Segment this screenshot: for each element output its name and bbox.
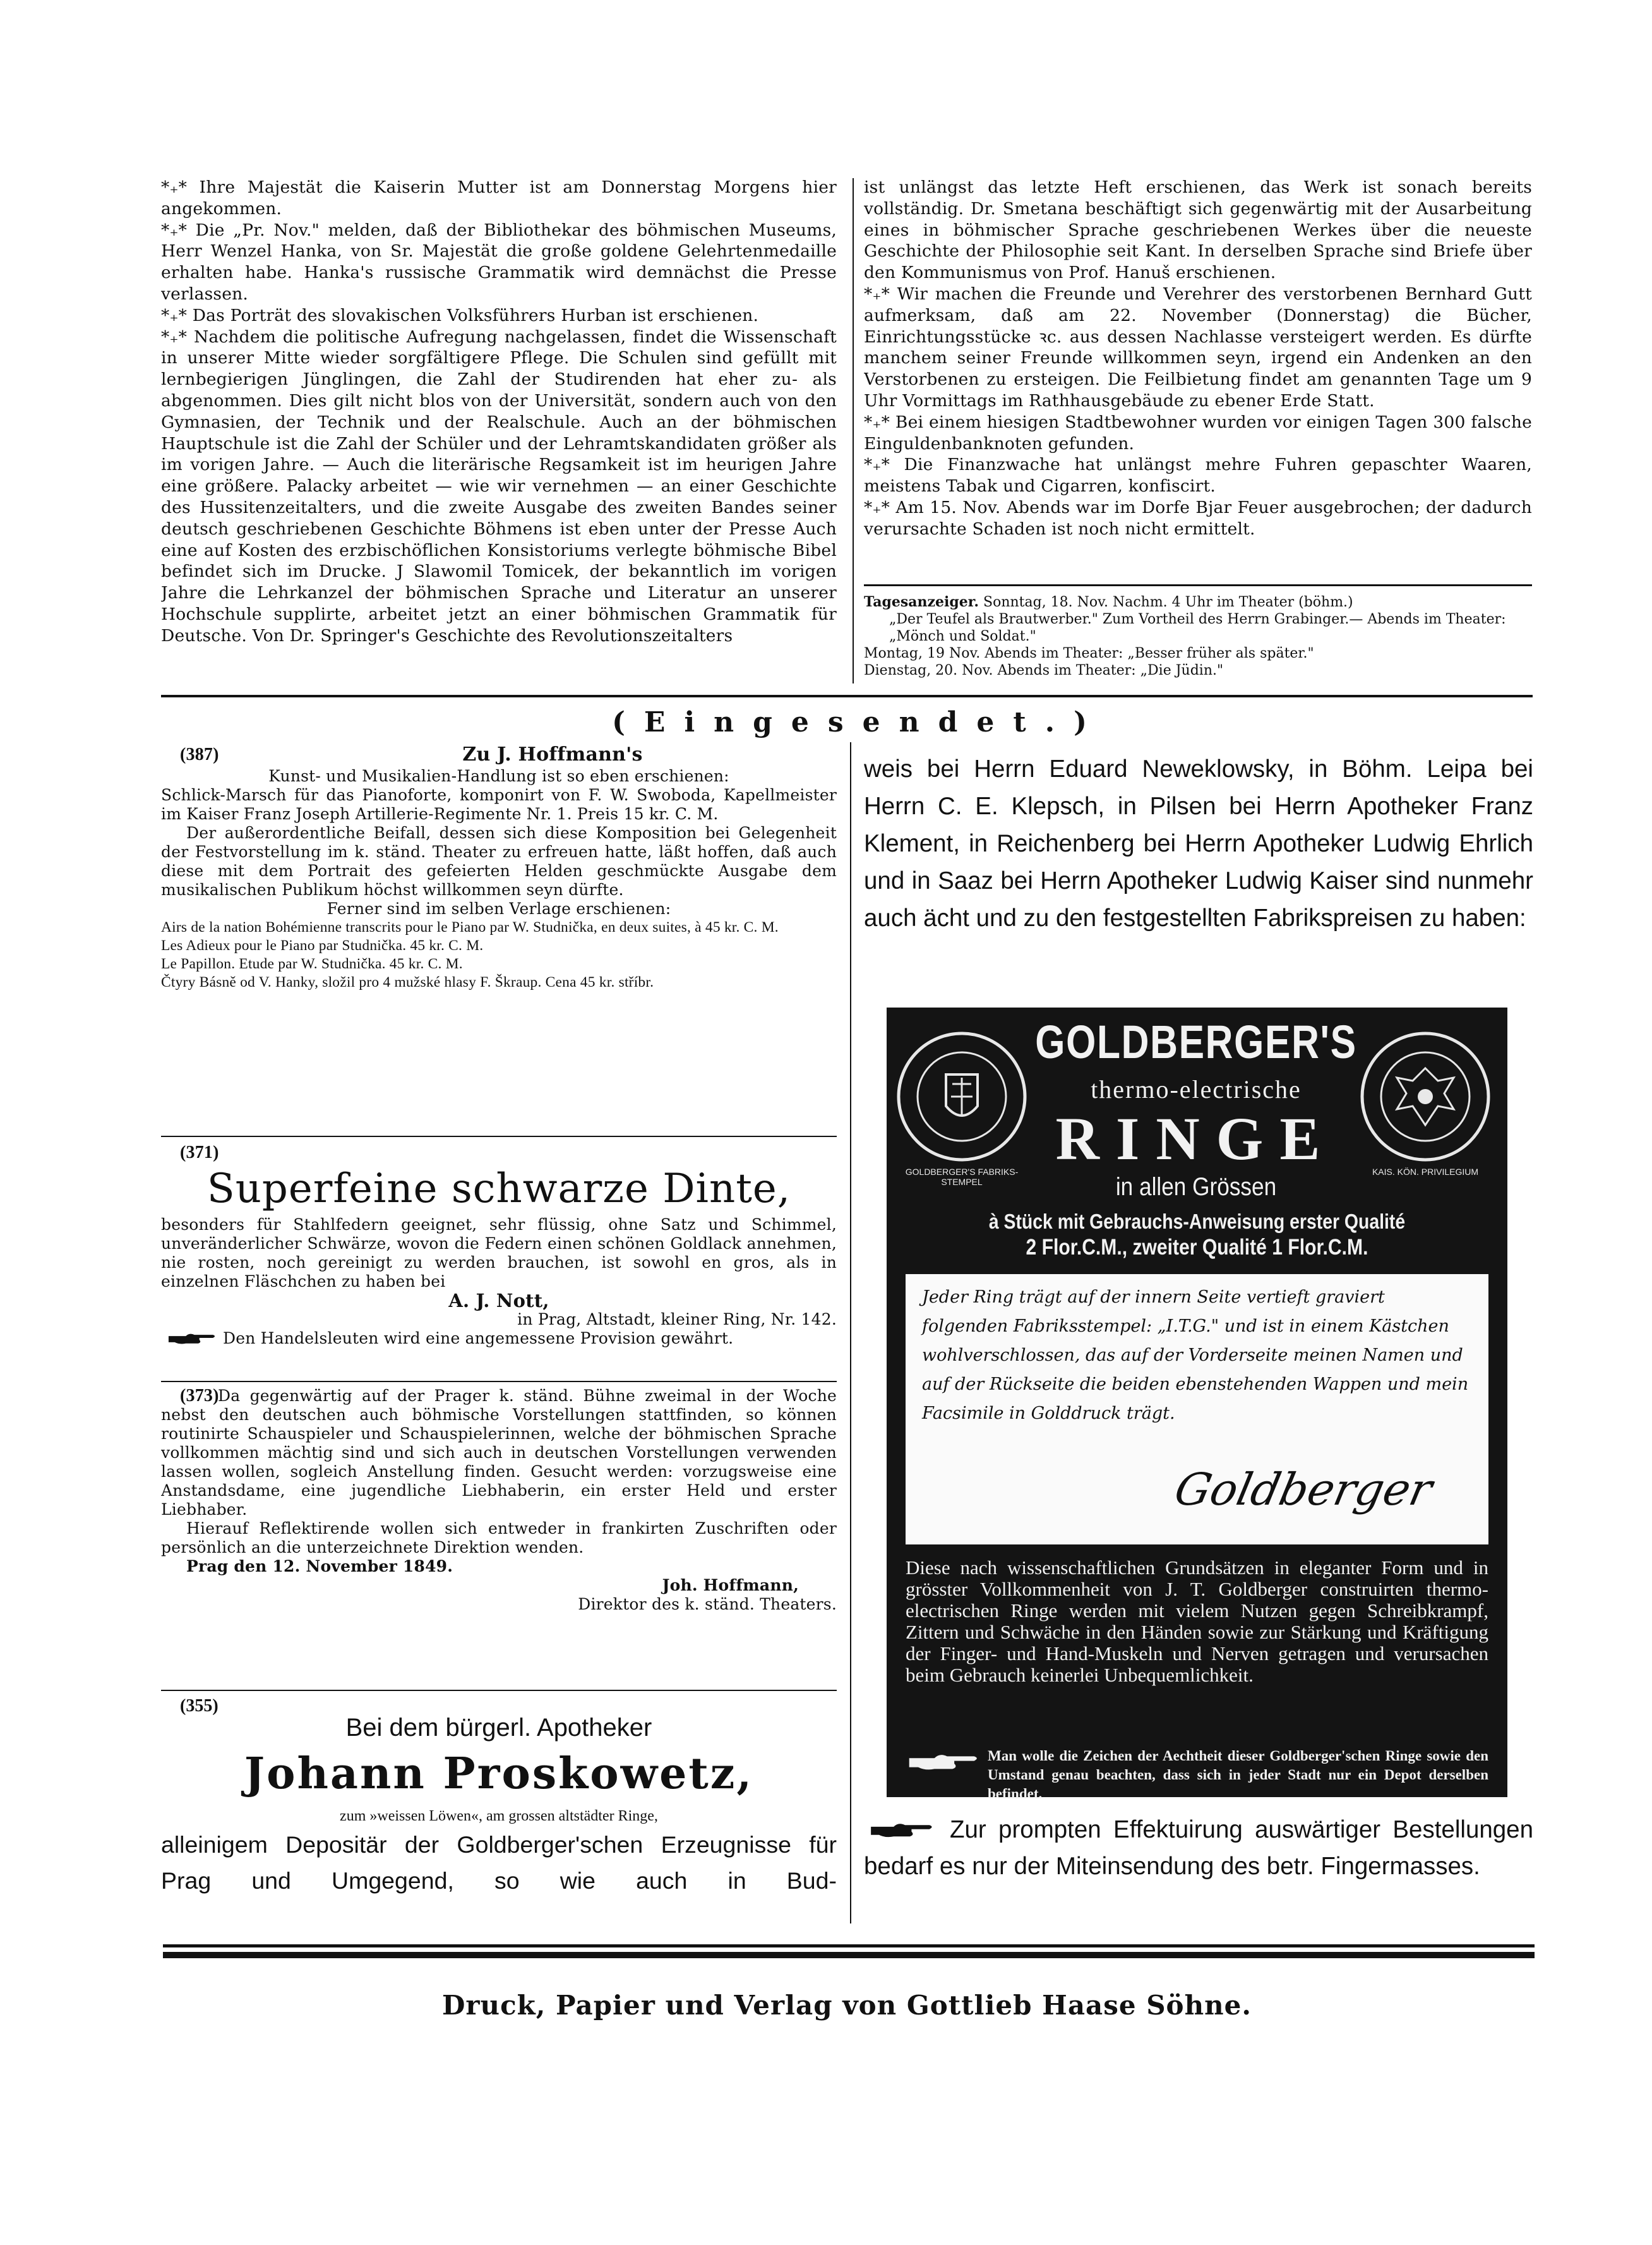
ad-list (161, 918, 837, 992)
pointing-hand-icon (906, 1749, 981, 1774)
tagesanzeiger (864, 594, 1532, 685)
ad-heading: Zu J. Hoffmann's (462, 745, 643, 766)
goldberger-advert (887, 1008, 1507, 1802)
ad-rule (161, 1381, 837, 1382)
goldberger-title: GOLDBERGER'S (1035, 1016, 1357, 1068)
goldberger-script: Jeder Ring trägt auf der innern Seite vertieft graviert folgenden Fabriksstempel: „I.T.G." und ist in einem Kästchen wohlverschlossen, das auf der Vorderseite meinen Namen und auf der Rückseite die beiden ebenstehenden Wappen und mein Facsimile in Golddruck trägt. (922, 1287, 1469, 1423)
footer-imprint: Druck, Papier und Verlag von Gottlieb Haase Söhne. (441, 1990, 1252, 2021)
tagesanzeiger-label: Tagesanzeiger. (864, 594, 979, 610)
goldberger-warning (906, 1747, 1488, 1802)
ad-number: (371) (180, 1143, 219, 1162)
goldberger-signature: Goldberger (1170, 1464, 1437, 1515)
tagesanzeiger-line: „Der Teufel als Brautwerber." Zum Vortheil des Herrn Grabinger.— Abends im Theater: „Mönch und Soldat." (889, 611, 1506, 644)
news-item: *₊* Wir machen die Freunde und Verehrer des verstorbenen Bernhard Gutt aufmerksam, daß am 22. November (Donnerstag) die Bücher, Einrichtungsstücke ꝛc. aus dessen Nachlasse versteigert werden. Es dürfte manchem seiner Freunde willkommen seyn, irgend ein Andenken an den Verstorbenen zu ersteigen. Die Feilbietung findet am genannten Tage um 9 Uhr Vormittags im Rathhausgebäude zu ebener Erde Statt. (864, 284, 1532, 411)
goldberger-sizes: in allen Grössen (1115, 1173, 1277, 1201)
prompt-note-text: Zur prompten Effektuirung auswärtiger Bestellungen bedarf es nur der Miteinsendung des betr. Fingermasses. (864, 1816, 1533, 1880)
ad-role: Direktor des k. ständ. Theaters. (578, 1595, 837, 1613)
goldberger-warning-text: Man wolle die Zeichen der Aechtheit dieser Goldberger'schen Ringe sowie den Umstand genau beachten, dass sich in jeder Stadt nur ein Depot derselben befindet. (988, 1748, 1488, 1802)
ad-number: (373) (180, 1387, 219, 1405)
news-item: *₊* Das Porträt des slovakischen Volksführers Hurban ist erschienen. (161, 305, 759, 325)
ad-list-item: Airs de la nation Bohémienne transcrits pour le Piano par W. Studnička, en deux suites, à 45 kr. C. M. (161, 919, 779, 936)
ad-note: Den Handelsleuten wird eine angemessene Provision gewährt. (223, 1329, 734, 1347)
ad-line: Schlick-Marsch für das Pianoforte, komponirt von F. W. Swoboda, Kapellmeister im Kaiser Franz Joseph Artillerie-Regimente Nr. 1. Preis 15 kr. C. M. (161, 786, 837, 823)
ad-number: (355) (180, 1696, 218, 1716)
ad-list-item: Le Papillon. Etude par W. Studnička. 45 kr. C. M. (161, 956, 463, 972)
tagesanzeiger-line: Dienstag, 20. Nov. Abends im Theater: „Die Jüdin." (864, 663, 1224, 678)
news-column-left (161, 177, 837, 682)
news-item: *₊* Bei einem hiesigen Stadtbewohner wurden vor einigen Tagen 300 falsche Einguldenbanknoten gefunden. (864, 412, 1532, 454)
news-item: *₊* Nachdem die politische Aufregung nachgelassen, findet die Wissenschaft in unserer Mitte wieder sorgfältigere Pflege. Die Schulen sind gefüllt mit lernbegierigen Jünglingen, die Zahl der Studirenden hat eher zu- als abgenommen. Dies gilt nicht blos von der Universität, sondern auch von den Gymnasien, der Technik und der Realschule. Auch an der böhmischen Hauptschule ist die Zahl der Schüler und der Lehramtskandidaten größer als im vorigen Jahre. — Auch die literärische Regsamkeit ist im heurigen Jahre eine größere. Palacky arbeitet — wie wir vernehmen — an einer Geschichte des Hussitenzeitalters, und die zweite Ausgabe des zweiten Bandes seiner deutsch geschriebenen Geschichte Böhmens ist eben unter der Presse Auch eine auf Kosten des erzbischöflichen Konsistoriums verlegte böhmische Bibel befindet sich im Drucke. J Slawomil Tomicek, der bekanntlich im vorigen Jahre die Lehrkanzel der böhmischen Sprache und Literatur an unserer Hochschule supplirte, arbeitet jetzt an einer böhmischen Grammatik für Deutsche. Von Dr. Springer's Geschichte des Revolutionszeitalters (161, 327, 837, 646)
column-divider (850, 742, 851, 1923)
tagesanzeiger-line: Montag, 19 Nov. Abends im Theater: „Besser früher als später." (864, 646, 1314, 661)
ad-line: alleinigem Depositär der Goldberger'schen Erzeugnisse für Prag und Umgegend, so wie auch in Bud- (161, 1831, 837, 1894)
ad-list-item: Les Adieux pour le Piano par Studnička. 45 kr. C. M. (161, 937, 484, 954)
ad-line: zum »weissen Löwen«, am grossen altstädter Ringe, (340, 1808, 658, 1824)
seal-left-text: GOLDBERGER'S FABRIKS-STEMPEL (905, 1167, 1019, 1187)
goldberger-subtitle: thermo-electrische (1091, 1075, 1302, 1104)
ad-number: (387) (180, 745, 219, 764)
goldberger-notice (906, 1274, 1488, 1544)
pointing-hand-icon (167, 1330, 217, 1347)
ad-rule (161, 1690, 837, 1691)
news-item: *₊* Die Finanzwache hat unlängst mehre Fuhren gepaschter Waaren, meistens Tabak und Cigarren, konfiscirt. (864, 455, 1532, 497)
ad-title: Superfeine schwarze Dinte, (206, 1165, 791, 1212)
news-item: *₊* Die „Pr. Nov." melden, daß der Bibliothekar des böhmischen Museums, Herr Wenzel Hanka, von Sr. Majestät die große goldene Gelehrtenmedaille erhalten habe. Hanka's russische Grammatik wird demnächst die Presse verlassen. (161, 220, 837, 304)
prompt-note (864, 1812, 1533, 1925)
ad-373 (161, 1387, 837, 1690)
ad-355 (161, 1696, 837, 1942)
tagesanzeiger-line: Sonntag, 18. Nov. Nachm. 4 Uhr im Theater (böhm.) (983, 594, 1353, 610)
pointing-hand-icon (864, 1819, 940, 1841)
ad-body: besonders für Stahlfedern geeignet, sehr flüssig, ohne Satz und Schimmel, unveränderlicher Schwärze, wovon die Federn einen schönen Goldlack annehmen, nie rosten, noch gereinigt zu werden brauchen, ist sowohl en gros, als in einzelnen Fläschchen zu haben bei (161, 1215, 837, 1291)
ad-list-item: Čtyry Básně od V. Hanky, složil pro 4 mužské hlasy F. Škraup. Cena 45 kr. stříbr. (161, 974, 654, 990)
ad-address: in Prag, Altstadt, kleiner Ring, Nr. 142. (517, 1310, 837, 1328)
news-item: *₊* Am 15. Nov. Abends war im Dorfe Bjar Feuer ausgebrochen; der dadurch verursachte Schaden ist noch nicht ermittelt. (864, 497, 1532, 539)
ad-355-continuation (864, 750, 1533, 990)
ad-continuation-text: weis bei Herrn Eduard Neweklowsky, in Böhm. Leipa bei Herrn C. E. Klepsch, in Pilsen bei Herrn Apotheker Franz Klement, in Reichenberg bei Herrn Apotheker Ludwig Ehrlich und in Saaz bei Herrn Apotheker Ludwig Kaiser sind nunmehr auch ächt und zu den festgestellten Fabrikspreisen zu haben: (864, 755, 1533, 932)
seal-left-icon (895, 1030, 1028, 1163)
footer-rule (163, 1952, 1535, 1958)
tagesanzeiger-rule (864, 584, 1532, 586)
ad-signature: Joh. Hoffmann, (662, 1576, 799, 1594)
news-item: ist unlängst das letzte Heft erschienen, das Werk ist sonach bereits vollständig. Dr. Smetana beschäftigt sich gegenwärtig mit der Ausarbeitung eines in böhmischer Sprache geschriebenen Werkes über die neueste Geschichte der Philosophie seit Kant. In derselben Sprache sind Briefe über den Kommunismus von Prof. Hanuš erschienen. (864, 178, 1532, 283)
ad-line: Der außerordentliche Beifall, dessen sich diese Komposition bei Gelegenheit der Festvorstellung im k. ständ. Theater zu erfreuen hatte, läßt hoffen, daß auch diese mit dem Portrait des gefeierten Helden geschmückte Ausgabe dem musikalischen Publikum höchst willkommen seyn dürfte. (161, 824, 837, 899)
footer-rule (163, 1944, 1535, 1947)
ad-line: Kunst- und Musikalien-Handlung ist so eben erschienen: (268, 767, 729, 785)
column-divider (853, 178, 854, 683)
news-column-right (864, 177, 1532, 572)
ad-body: Hierauf Reflektirende wollen sich entweder in frankirten Zuschriften oder persönlich an die unterzeichnete Direktion wenden. (161, 1519, 837, 1556)
goldberger-rings: RINGE (1055, 1105, 1337, 1172)
ad-rule (161, 1136, 837, 1137)
ad-387 (161, 745, 837, 1124)
goldberger-price: à Stück mit Gebrauchs-Anweisung erster Qualité (988, 1210, 1406, 1233)
eingesendet-heading: (Eingesendet.) (612, 706, 1106, 738)
seal-right-text: KAIS. KÖN. PRIVILEGIUM (1372, 1167, 1479, 1177)
ad-line: Bei dem bürgerl. Apotheker (345, 1714, 652, 1742)
ad-body: Da gegenwärtig auf der Prager k. ständ. Bühne zweimal in der Woche nebst den deutschen auch böhmische Vorstellungen stattfinden, so können routinirte Schauspieler und Schauspielerinnen, welche der böhmischen Sprache vollkommen mächtig sind und sich auch in deutschen Vorstellungen verwenden lassen wollen, sogleich Anstellung finden. Gesucht werden: vorzugsweise eine Anstandsdame, eine jugendliche Liebhaberin, ein erster Held und erster Liebhaber. (161, 1387, 837, 1519)
goldberger-description: Diese nach wissenschaftlichen Grundsätzen in eleganter Form und in grösster Vollkommenheit von J. T. Goldberger construirten thermo-electrischen Ringe werden mit vielem Nutzen gegen Schreibkrampf, Zittern und Schwäche in den Händen sowie zur Stärkung und Kräftigung der Finger- und Hand-Muskeln und Nerven getragen und verursachen beim Gebrauch keinerlei Unbequemlichkeit. (906, 1556, 1488, 1686)
ad-date: Prag den 12. November 1849. (186, 1557, 453, 1575)
news-item: *₊* Ihre Majestät die Kaiserin Mutter ist am Donnerstag Morgens hier angekommen. (161, 178, 837, 219)
section-rule (161, 695, 1533, 697)
ad-name: Johann Proskowetz, (244, 1748, 754, 1799)
ad-371 (161, 1143, 837, 1377)
ad-seller: A. J. Nott, (448, 1290, 549, 1311)
ad-line: Ferner sind im selben Verlage erschienen: (326, 900, 671, 918)
goldberger-price: 2 Flor.C.M., zweiter Qualité 1 Flor.C.M. (1026, 1235, 1368, 1260)
